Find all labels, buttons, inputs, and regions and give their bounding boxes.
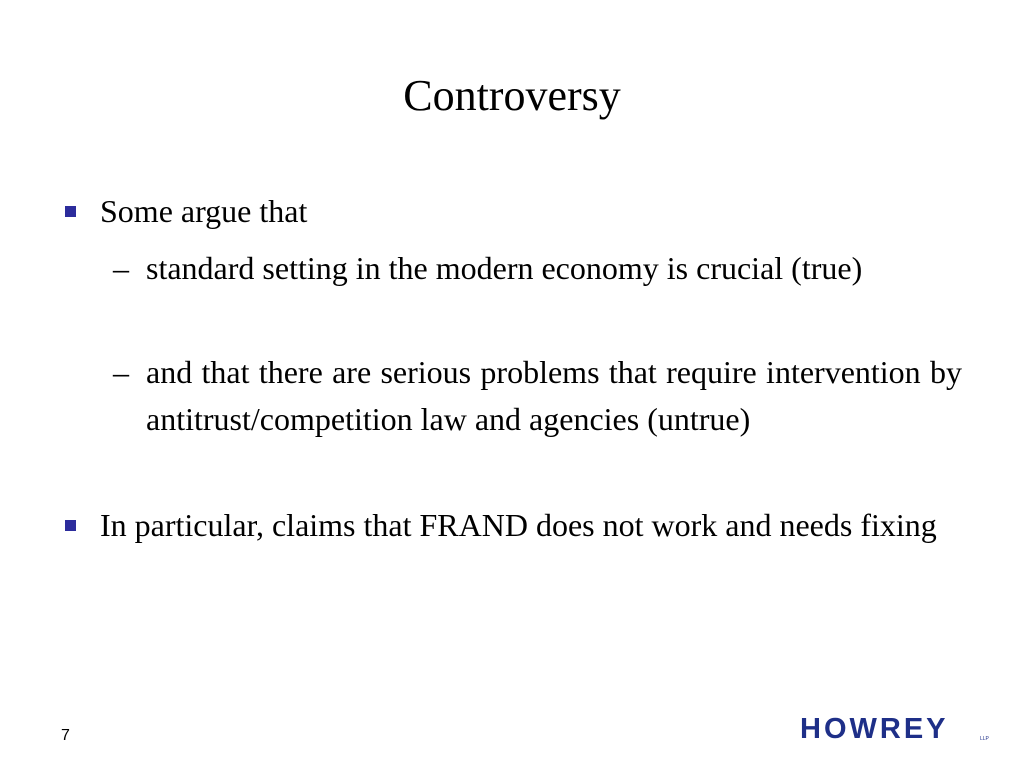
sub-bullet-item	[113, 349, 962, 443]
square-bullet-icon	[65, 206, 76, 217]
logo-suffix: LLP	[980, 736, 989, 742]
bullet-text: In particular, claims that FRAND does not work and needs fixing	[100, 507, 937, 543]
sub-bullet-text: and that there are serious problems that require intervention by antitrust/competition law and agencies (untrue)	[146, 354, 962, 437]
sub-bullet-item	[113, 245, 962, 292]
square-bullet-icon	[65, 520, 76, 531]
dash-marker: –	[113, 354, 129, 390]
bullet-item	[100, 502, 962, 549]
sub-bullet-text: standard setting in the modern economy is crucial (true)	[146, 250, 863, 286]
page-number: 7	[61, 727, 70, 744]
howrey-logo	[800, 712, 994, 746]
logo-text: HOWREY	[800, 713, 949, 745]
dash-marker: –	[113, 250, 129, 286]
bullet-item	[100, 188, 962, 235]
bullet-text: Some argue that	[100, 193, 308, 229]
slide-title: Controversy	[403, 71, 621, 120]
